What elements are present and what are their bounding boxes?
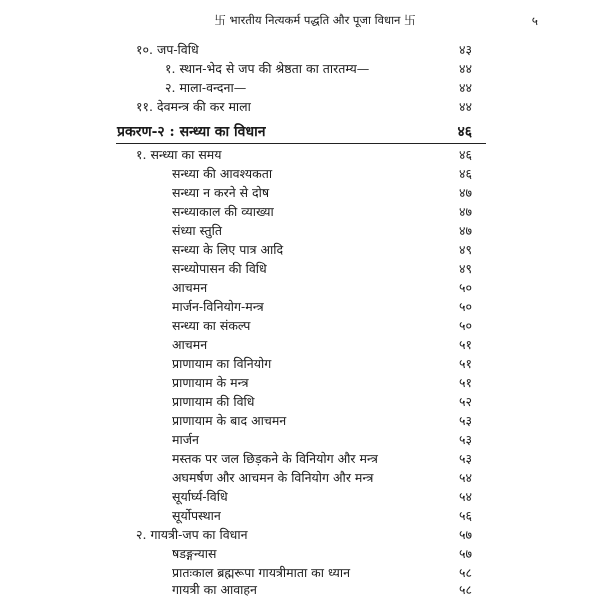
- toc-entry: [0, 335, 600, 354]
- running-header: 卐 भारतीय नित्यकर्म पद्धति और पूजा विधान 卐: [214, 13, 416, 27]
- toc-entry: [0, 59, 600, 78]
- entry-label: २. माला-वन्दना—: [165, 80, 247, 95]
- entry-label: प्राणायाम की विधि: [172, 394, 255, 409]
- entry-label: सन्ध्या का संकल्प: [172, 318, 251, 333]
- toc-entry: [0, 40, 600, 59]
- entry-label: सन्ध्याकाल की व्याख्या: [172, 204, 274, 219]
- entry-page: ५६: [458, 508, 472, 523]
- toc-entry: [0, 354, 600, 373]
- entry-page: ५१: [458, 375, 472, 390]
- entry-page: ५३: [458, 413, 472, 428]
- toc-entry: [0, 580, 600, 599]
- section-page: ५७: [458, 527, 472, 542]
- toc-entry: [0, 316, 600, 335]
- entry-page: ४६: [458, 166, 472, 181]
- entry-label: आचमन: [172, 280, 208, 295]
- section-title: १. सन्ध्या का समय: [136, 147, 222, 162]
- entry-label: १०. जप-विधि: [136, 42, 199, 57]
- entry-label: मस्तक पर जल छिड़कने के विनियोग और मन्त्र: [172, 451, 378, 466]
- entry-label: सन्ध्योपासन की विधि: [172, 261, 267, 276]
- entry-label: गायत्री का आवाहन: [172, 582, 257, 597]
- section-heading: [0, 145, 600, 164]
- entry-page: ४७: [458, 204, 472, 219]
- section-title: २. गायत्री-जप का विधान: [136, 527, 248, 542]
- entry-label: मार्जन-विनियोग-मन्त्र: [172, 299, 264, 314]
- entry-page: ५०: [458, 280, 472, 295]
- toc-entry: [0, 411, 600, 430]
- toc-entry: [0, 506, 600, 525]
- entry-page: ४९: [458, 242, 472, 257]
- entry-page: ५४: [458, 489, 472, 504]
- entry-page: ५४: [458, 470, 472, 485]
- entry-page: ४७: [458, 185, 472, 200]
- entry-page: ५२: [458, 394, 472, 409]
- chapter-underline: [116, 143, 486, 144]
- section-page: ४६: [458, 147, 472, 162]
- entry-label: प्रातःकाल ब्रह्मरूपा गायत्रीमाता का ध्यान: [172, 565, 351, 580]
- entry-page: ५१: [458, 356, 472, 371]
- toc-entry: [0, 240, 600, 259]
- toc-entry: [0, 164, 600, 183]
- entry-page: ४९: [458, 261, 472, 276]
- entry-page: ४४: [458, 61, 472, 76]
- entry-label: सूर्योपस्थान: [172, 508, 221, 523]
- toc-entry: [0, 544, 600, 563]
- toc-entry: [0, 449, 600, 468]
- entry-label: षडङ्गन्यास: [172, 546, 217, 561]
- entry-label: १. स्थान-भेद से जप की श्रेष्ठता का तारतम्य—: [165, 61, 370, 76]
- toc-entry: [0, 468, 600, 487]
- entry-label: आचमन: [172, 337, 208, 352]
- toc-entry: [0, 373, 600, 392]
- toc-entry: [0, 430, 600, 449]
- entry-label: प्राणायाम का विनियोग: [172, 356, 272, 371]
- toc-entry: [0, 202, 600, 221]
- entry-label: प्राणायाम के मन्त्र: [172, 375, 249, 390]
- entry-label: अघमर्षण और आचमन के विनियोग और मन्त्र: [172, 470, 374, 485]
- entry-label: सन्ध्या की आवश्यकता: [172, 166, 273, 181]
- toc-entry: [0, 392, 600, 411]
- entry-page: ४४: [458, 99, 472, 114]
- toc-entry: [0, 221, 600, 240]
- toc-entry: [0, 97, 600, 116]
- entry-page: ५१: [458, 337, 472, 352]
- entry-page: ५०: [458, 299, 472, 314]
- entry-label: प्राणायाम के बाद आचमन: [172, 413, 287, 428]
- toc-entry: [0, 487, 600, 506]
- entry-page: ४४: [458, 80, 472, 95]
- entry-page: ५३: [458, 451, 472, 466]
- entry-page: ५३: [458, 432, 472, 447]
- entry-label: सन्ध्या के लिए पात्र आदि: [172, 242, 284, 257]
- entry-label: सूर्यार्घ्य-विधि: [172, 489, 228, 504]
- toc-entry: [0, 259, 600, 278]
- toc-entry: [0, 297, 600, 316]
- page-number: ५: [531, 14, 538, 28]
- entry-page: ५०: [458, 318, 472, 333]
- entry-page: ४७: [458, 223, 472, 238]
- entry-label: सन्ध्या न करने से दोष: [172, 185, 270, 200]
- entry-label: ११. देवमन्त्र की कर माला: [136, 99, 251, 114]
- chapter-heading: [0, 123, 600, 142]
- toc-entry: [0, 278, 600, 297]
- entry-label: संध्या स्तुति: [172, 223, 222, 238]
- toc-entry: [0, 78, 600, 97]
- section-heading: [0, 525, 600, 544]
- entry-page: ५८: [458, 565, 472, 580]
- entry-page: ५८: [458, 582, 472, 597]
- entry-page: ४३: [458, 42, 472, 57]
- entry-page: ५७: [458, 546, 472, 561]
- chapter-title: प्रकरण-२ : सन्ध्या का विधान: [117, 124, 266, 140]
- chapter-page: ४६: [457, 124, 472, 140]
- toc-entry: [0, 183, 600, 202]
- entry-label: मार्जन: [172, 432, 199, 447]
